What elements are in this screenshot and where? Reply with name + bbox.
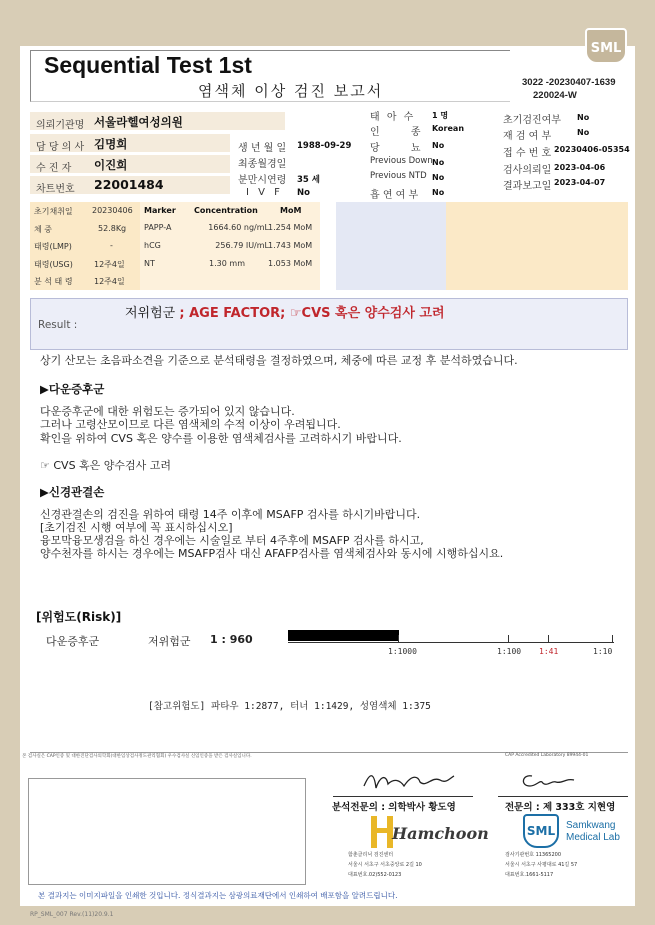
retest-label: 재 검 여 부 <box>503 131 552 142</box>
marker-conc: 256.79 IU/mL <box>215 241 269 250</box>
marker-name: hCG <box>144 241 161 250</box>
marker-mom: 1.053 MoM <box>268 259 313 268</box>
sml-address: 서울시 서초구 사평대로 41길 57 <box>505 862 578 868</box>
stamp-box <box>28 778 306 885</box>
patient-name-value: 이진희 <box>94 158 128 172</box>
down-text-line: ☞ CVS 혹은 양수검사 고려 <box>40 459 172 472</box>
race-label: 인 종 <box>370 127 435 138</box>
mom-head: MoM <box>280 206 302 215</box>
fetus-label: 태 아 수 <box>370 112 416 123</box>
risk-ratio: 1 : 960 <box>210 633 253 646</box>
specialist-title: 전문의 : 제 333호 지현영 <box>505 802 616 813</box>
marker-name: PAPP-A <box>144 223 172 232</box>
sample-date-value: 20230406 <box>92 206 133 215</box>
dob-value: 1988-09-29 <box>297 141 352 151</box>
sml-tel: 대표번호.1661-5117 <box>505 872 554 878</box>
risk-bar <box>288 630 399 641</box>
chart-no-value: 22001484 <box>94 177 164 192</box>
risk-condition: 다운증후군 <box>46 635 100 648</box>
marker-conc: 1664.60 ng/mL <box>208 223 269 232</box>
report-date-label: 결과보고일 <box>503 181 552 192</box>
prev-ntd-label: Previous NTD <box>370 171 427 181</box>
result-note-red: ; AGE FACTOR; ☞CVS 혹은 양수검사 고려 <box>179 306 445 321</box>
sml-badge-logo: SML <box>585 28 627 64</box>
req-date-label: 검사의뢰일 <box>503 165 552 176</box>
req-date-value: 2023-04-06 <box>554 163 606 172</box>
result-level: 저위험군 <box>125 306 180 321</box>
risk-tick <box>508 635 509 643</box>
risk-tick-label: 1:100 <box>497 647 522 656</box>
analyst-line <box>333 796 473 797</box>
sample-date-label: 초기채취일 <box>34 207 73 216</box>
result-label: Result : <box>38 319 78 331</box>
report-code-line2: 220024-W <box>533 90 577 101</box>
risk-tick-label: 1:41 <box>539 647 559 656</box>
down-text-line: 다운증후군에 대한 위험도는 증가되어 있지 않습니다. <box>40 405 295 418</box>
doctor-value: 김명희 <box>94 137 128 151</box>
reference-risk: [참고위험도] 파타우 1:2877, 터너 1:1429, 성염색체 1:375 <box>148 701 431 712</box>
risk-head: [위험도(Risk)] <box>36 610 122 624</box>
first-test-value: No <box>577 113 590 122</box>
marker-mom: 1.254 MoM <box>268 223 313 232</box>
right-band-yellow <box>446 202 628 290</box>
marker-head: Marker <box>144 206 176 215</box>
right-band-blue <box>336 202 446 290</box>
print-notice: 본 결과지는 이미지파일을 인쇄한 것입니다. 정식결과지는 삼광의료재단에서 인쇄하여 배포함을 알려드립니다. <box>38 891 398 900</box>
doctor-label: 담 당 의 사 <box>36 142 85 153</box>
ga-usg-value: 12주4일 <box>94 260 125 269</box>
ga-usg-label: 태령(USG) <box>34 260 73 269</box>
ga-analysis-label: 분 석 태 령 <box>34 277 73 286</box>
smoke-value: No <box>432 188 445 197</box>
hamchoon-address: 함춘클리닉 검진센터 <box>348 852 394 858</box>
report-date-value: 2023-04-07 <box>554 178 606 187</box>
analyst-signature <box>360 768 456 794</box>
prev-down-value: No <box>432 158 445 167</box>
risk-tick-label: 1:10 <box>593 647 613 656</box>
specialist-line <box>498 796 628 797</box>
risk-tick <box>398 635 399 643</box>
intro-text: 상기 산모는 초음파소견을 기준으로 분석태령을 결정하였으며, 체중에 따른 교정 후 분석하였습니다. <box>40 354 518 367</box>
top-frame <box>0 0 655 46</box>
prev-down-label: Previous Down <box>370 156 433 166</box>
race-value: Korean <box>432 124 465 133</box>
result-summary <box>125 302 445 321</box>
risk-tick <box>548 635 549 643</box>
retest-value: No <box>577 128 590 137</box>
report-title-kr: 염색체 이상 검진 보고서 <box>198 82 384 100</box>
ivf-value: No <box>297 188 310 198</box>
analyst-title: 분석전문의 : 의학박사 황도영 <box>332 802 456 813</box>
dm-value: No <box>432 141 445 150</box>
down-text-line: 확인을 위하여 CVS 혹은 양수를 이용한 염색체검사를 고려하시기 바랍니다. <box>40 432 402 445</box>
chart-label: 차트번호 <box>36 184 75 195</box>
dm-label: 당 뇨 <box>370 143 435 154</box>
report-title-en: Sequential Test 1st <box>44 52 252 78</box>
hamchoon-logo: Hamchoon <box>392 824 489 843</box>
marker-conc: 1.30 mm <box>209 259 245 268</box>
ntd-text-line: [초기검진 시행 여부에 꼭 표시하십시오] <box>40 521 233 534</box>
lmp-label: 최종월경일 <box>238 159 287 170</box>
risk-tick-label: 1:1000 <box>388 647 417 656</box>
risk-tick <box>612 635 613 643</box>
down-text-line: 그러나 고령산모이므로 다른 염색체의 수적 이상이 우려됩니다. <box>40 418 341 431</box>
smoke-label: 흡 연 여 부 <box>370 190 419 201</box>
fine-print-left: 본 검사실은 CAP인증 및 대한진단검사의학회(대한임상검사정도관리협회) 우수검사실 신임인증을 받은 검사실입니다. <box>22 754 252 759</box>
receipt-label: 접 수 번 호 <box>503 148 552 159</box>
ga-lmp-value: - <box>110 241 113 250</box>
fetus-value: 1 명 <box>432 111 449 120</box>
form-code: RP_SML_007 Rev.(11)20.9.1 <box>30 911 114 918</box>
receipt-value: 20230406-05354 <box>554 145 630 154</box>
specialist-signature <box>518 770 578 792</box>
age-value: 35 세 <box>297 175 320 185</box>
hospital-value: 서울라헬여성의원 <box>94 115 183 129</box>
weight-label: 체 중 <box>34 225 52 234</box>
first-test-label: 초기검진여부 <box>503 115 561 126</box>
sml-logo: SML <box>526 824 556 838</box>
down-section-head: ▶다운증후군 <box>40 382 105 396</box>
ivf-label: I V F <box>246 187 283 198</box>
age-label: 분만시연령 <box>238 175 287 186</box>
conc-head: Concentration <box>194 206 258 215</box>
dob-label: 생 년 월 일 <box>238 143 287 154</box>
risk-axis <box>288 642 614 643</box>
marker-mom: 1.743 MoM <box>268 241 313 250</box>
report-code-line1: 3022 -20230407-1639 <box>522 77 616 88</box>
marker-name: NT <box>144 259 155 268</box>
hospital-label: 의뢰기관명 <box>36 120 85 131</box>
risk-level: 저위험군 <box>148 635 191 648</box>
patient-label: 수 진 자 <box>36 163 72 174</box>
weight-value: 52.8Kg <box>98 224 127 233</box>
hamchoon-tel: 대표번호.02)552-0123 <box>348 872 402 878</box>
ga-lmp-label: 태령(LMP) <box>34 242 72 251</box>
fine-print-right: CAP Accredited Laboratory 89944-01 <box>505 753 589 758</box>
sml-address: 검사기관번호 11365200 <box>505 852 562 858</box>
ntd-text-line: 신경관결손의 검진을 위하여 태령 14주 이후에 MSAFP 검사를 하시기바랍니다. <box>40 508 421 521</box>
ntd-section-head: ▶신경관결손 <box>40 485 105 499</box>
sml-name: Samkwang <box>566 820 616 831</box>
ntd-text-line: 양수천자를 하시는 경우에는 MSAFP검사 대신 AFAFP검사를 염색체검사와 동시에 시행하십시요. <box>40 547 504 560</box>
ntd-text-line: 융모막융모생검을 하신 경우에는 시술일로 부터 4주후에 MSAFP 검사를 하시고, <box>40 534 424 547</box>
sml-name: Medical Lab <box>566 832 620 843</box>
hamchoon-address: 서울시 서초구 서초중앙로 2길 10 <box>348 862 422 868</box>
prev-ntd-value: No <box>432 173 445 182</box>
ga-analysis-value: 12주4일 <box>94 277 125 286</box>
